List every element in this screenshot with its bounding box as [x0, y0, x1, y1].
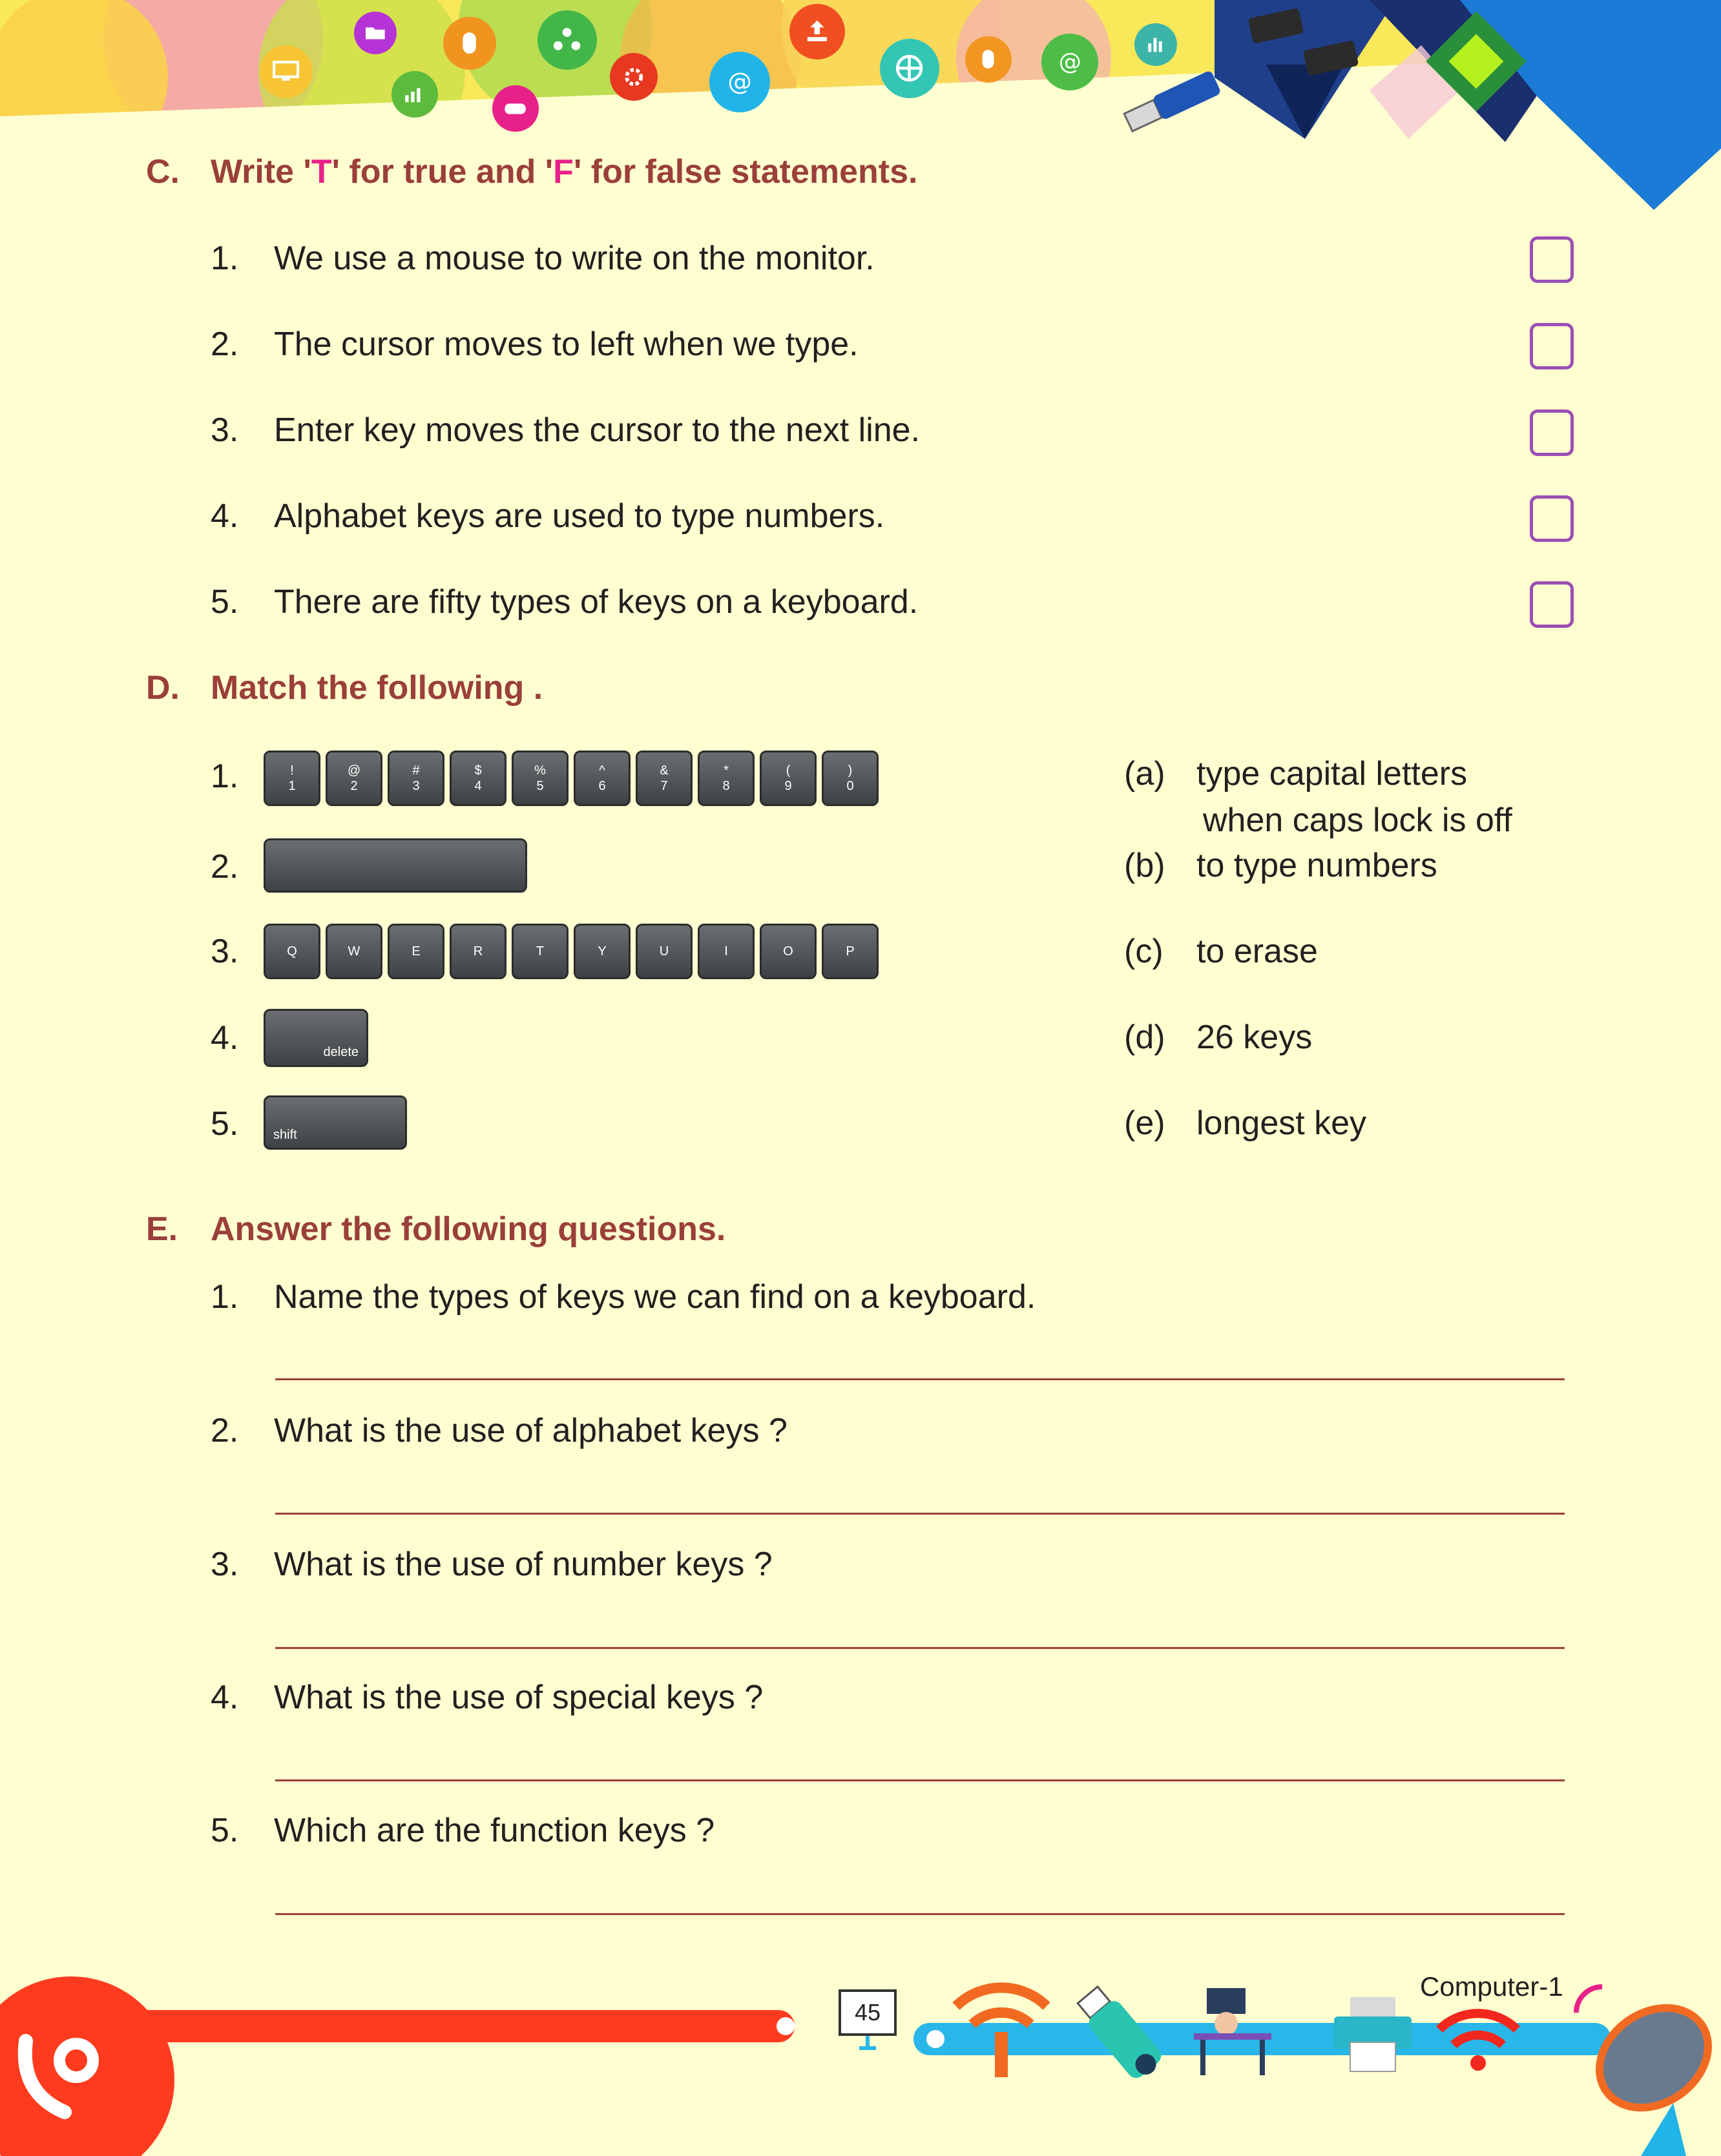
- at-icon: [709, 52, 770, 112]
- statement-number: 3.: [211, 411, 239, 449]
- letter-key: [264, 924, 320, 979]
- match-number-label: 2.: [211, 848, 239, 886]
- statement-text: We use a mouse to write on the monitor.: [274, 240, 875, 277]
- svg-text:@: @: [1058, 48, 1081, 75]
- shift-key-image: [264, 1095, 407, 1150]
- footer-decoration: [0, 1951, 1721, 2156]
- printer-icon: [1331, 1991, 1415, 2075]
- gamepad-icon: [492, 85, 539, 132]
- answer-line[interactable]: [275, 1913, 1565, 1915]
- svg-text:@: @: [727, 67, 752, 96]
- number-key: [698, 751, 755, 806]
- number-key: [450, 751, 506, 806]
- number-key-symbol: !: [290, 763, 294, 778]
- question-number: 3.: [211, 1546, 239, 1583]
- number-key-digit: 9: [784, 779, 792, 793]
- number-key-digit: 7: [660, 779, 668, 793]
- letter-key-label: Y: [598, 944, 607, 959]
- answer-line[interactable]: [275, 1647, 1565, 1649]
- question-number: 2.: [211, 1412, 239, 1449]
- wifi-icon: [950, 1974, 1053, 2077]
- letter-key: [760, 924, 817, 979]
- number-key-symbol: $: [474, 763, 482, 778]
- answer-box[interactable]: [1530, 409, 1574, 456]
- letter-key-label: O: [783, 944, 793, 959]
- option-text: type capital letters: [1196, 755, 1468, 793]
- question-text: What is the use of special keys ?: [274, 1679, 764, 1716]
- chart-icon: [391, 71, 438, 118]
- bar-chart-icon: [1134, 23, 1177, 66]
- delete-key-label: delete: [323, 1045, 359, 1059]
- satellite-dish-icon: [1563, 1974, 1721, 2156]
- option-text: longest key: [1196, 1104, 1367, 1142]
- option-text: to erase: [1196, 933, 1318, 970]
- match-number-label: 4.: [211, 1019, 239, 1057]
- number-key-symbol: ^: [599, 763, 605, 778]
- wifi-icon-2: [1433, 1997, 1523, 2081]
- question-text: What is the use of alphabet keys ?: [274, 1412, 787, 1449]
- number-key-symbol: &: [660, 763, 669, 778]
- number-key-digit: 3: [412, 779, 420, 793]
- option-text: to type numbers: [1196, 847, 1437, 884]
- answer-line[interactable]: [275, 1378, 1565, 1380]
- match-number-label: 1.: [211, 758, 239, 795]
- match-number-label: 5.: [211, 1105, 239, 1143]
- letter-key: [636, 924, 693, 979]
- number-key-digit: 1: [288, 779, 296, 793]
- number-key-symbol: (: [786, 763, 791, 778]
- section-c-title: [211, 152, 917, 191]
- letter-key: [512, 924, 568, 979]
- option-letter: (e): [1124, 1104, 1165, 1142]
- letter-key-label: T: [536, 944, 545, 959]
- number-key-symbol: %: [534, 763, 546, 778]
- at-icon-2: [1041, 34, 1098, 90]
- statement-text: There are fifty types of keys on a keyboard.: [274, 583, 919, 621]
- section-c-title-mid: ' for true and ': [331, 153, 554, 191]
- section-d-letter: D.: [146, 669, 180, 707]
- number-key: [512, 751, 568, 806]
- letter-key: [822, 924, 879, 979]
- option-letter: (a): [1124, 755, 1165, 793]
- question-number: 1.: [211, 1278, 239, 1316]
- number-key-digit: 0: [846, 779, 854, 793]
- letter-key-label: U: [659, 944, 669, 959]
- letter-key-label: R: [473, 944, 483, 959]
- letter-key: [450, 924, 506, 979]
- number-key-digit: 6: [598, 779, 606, 793]
- letter-key: [326, 924, 382, 979]
- section-c-title-post: ' for false statements.: [573, 153, 918, 191]
- statement-text: The cursor moves to left when we type.: [274, 326, 859, 363]
- letter-key-label: I: [724, 944, 728, 959]
- space-bar-key-image: [264, 838, 527, 893]
- number-key: [574, 751, 631, 806]
- usb-drive-icon: [1072, 1976, 1169, 2093]
- usb-drive-icon: [1105, 71, 1234, 136]
- answer-box[interactable]: [1530, 495, 1574, 542]
- number-key: [326, 751, 382, 806]
- number-key-digit: 2: [350, 779, 358, 793]
- option-text: 26 keys: [1196, 1019, 1313, 1056]
- statement-text: Alphabet keys are used to type numbers.: [274, 497, 885, 535]
- number-key-symbol: @: [347, 763, 361, 778]
- option-letter: (d): [1124, 1019, 1165, 1056]
- alphabet-keys-image: [264, 924, 879, 979]
- letter-key: [388, 924, 444, 979]
- letter-key: [574, 924, 631, 979]
- number-key-digit: 8: [722, 779, 730, 793]
- number-key: [822, 751, 879, 806]
- monitor-icon: [260, 45, 313, 98]
- letter-key-label: P: [846, 944, 855, 959]
- answer-box[interactable]: [1530, 323, 1574, 369]
- number-key-digit: 5: [536, 779, 544, 793]
- mouse-icon-2: [965, 36, 1012, 83]
- option-text-line2: when caps lock is off: [1203, 802, 1512, 839]
- letter-key-label: W: [348, 944, 360, 959]
- globe-icon: [880, 39, 939, 98]
- page-number: 45: [839, 1989, 897, 2036]
- question-text: What is the use of number keys ?: [274, 1546, 773, 1583]
- answer-box[interactable]: [1530, 236, 1574, 283]
- monitor-stand-icon: [859, 2036, 876, 2054]
- letter-key: [698, 924, 755, 979]
- section-c-letter: C.: [146, 153, 180, 191]
- book-title: Computer-1: [1420, 1971, 1563, 2002]
- answer-line[interactable]: [275, 1779, 1565, 1781]
- number-key: [760, 751, 817, 806]
- folder-icon: [354, 12, 397, 54]
- delete-key-image: [264, 1009, 368, 1067]
- letter-key-label: E: [412, 944, 421, 959]
- question-number: 5.: [211, 1812, 239, 1849]
- number-keys-image: [264, 751, 879, 806]
- number-key: [636, 751, 693, 806]
- option-letter: (c): [1124, 933, 1163, 970]
- mouse-icon: [443, 17, 496, 70]
- upload-icon: [789, 4, 845, 59]
- answer-box[interactable]: [1530, 581, 1574, 628]
- section-e-title: Answer the following questions.: [211, 1210, 726, 1248]
- desk-computer-icon: [1187, 1982, 1278, 2078]
- number-key: [388, 751, 444, 806]
- section-d-title: Match the following .: [211, 669, 543, 707]
- number-key-digit: 4: [474, 779, 482, 793]
- section-c-title-pre: Write ': [211, 153, 311, 191]
- question-number: 4.: [211, 1679, 239, 1716]
- number-key-symbol: #: [412, 763, 420, 778]
- answer-line[interactable]: [275, 1513, 1565, 1515]
- shift-key-label: shift: [273, 1128, 297, 1142]
- question-text: Name the types of keys we can find on a keyboard.: [274, 1278, 1036, 1316]
- statement-text: Enter key moves the cursor to the next line.: [274, 411, 921, 449]
- number-key-symbol: ): [848, 763, 853, 778]
- option-letter: (b): [1124, 847, 1165, 884]
- statement-number: 4.: [211, 497, 239, 535]
- question-text: Which are the function keys ?: [274, 1812, 715, 1849]
- gear-icon: [610, 53, 658, 101]
- section-e-letter: E.: [146, 1210, 178, 1248]
- letter-key-label: Q: [287, 944, 297, 959]
- false-letter: F: [553, 153, 574, 191]
- statement-number: 5.: [211, 583, 239, 621]
- statement-number: 1.: [211, 240, 239, 277]
- match-number-label: 3.: [211, 933, 239, 970]
- statement-number: 2.: [211, 326, 239, 363]
- true-letter: T: [311, 153, 332, 191]
- network-icon: [537, 10, 597, 70]
- number-key-symbol: *: [724, 763, 729, 778]
- number-key: [264, 751, 320, 806]
